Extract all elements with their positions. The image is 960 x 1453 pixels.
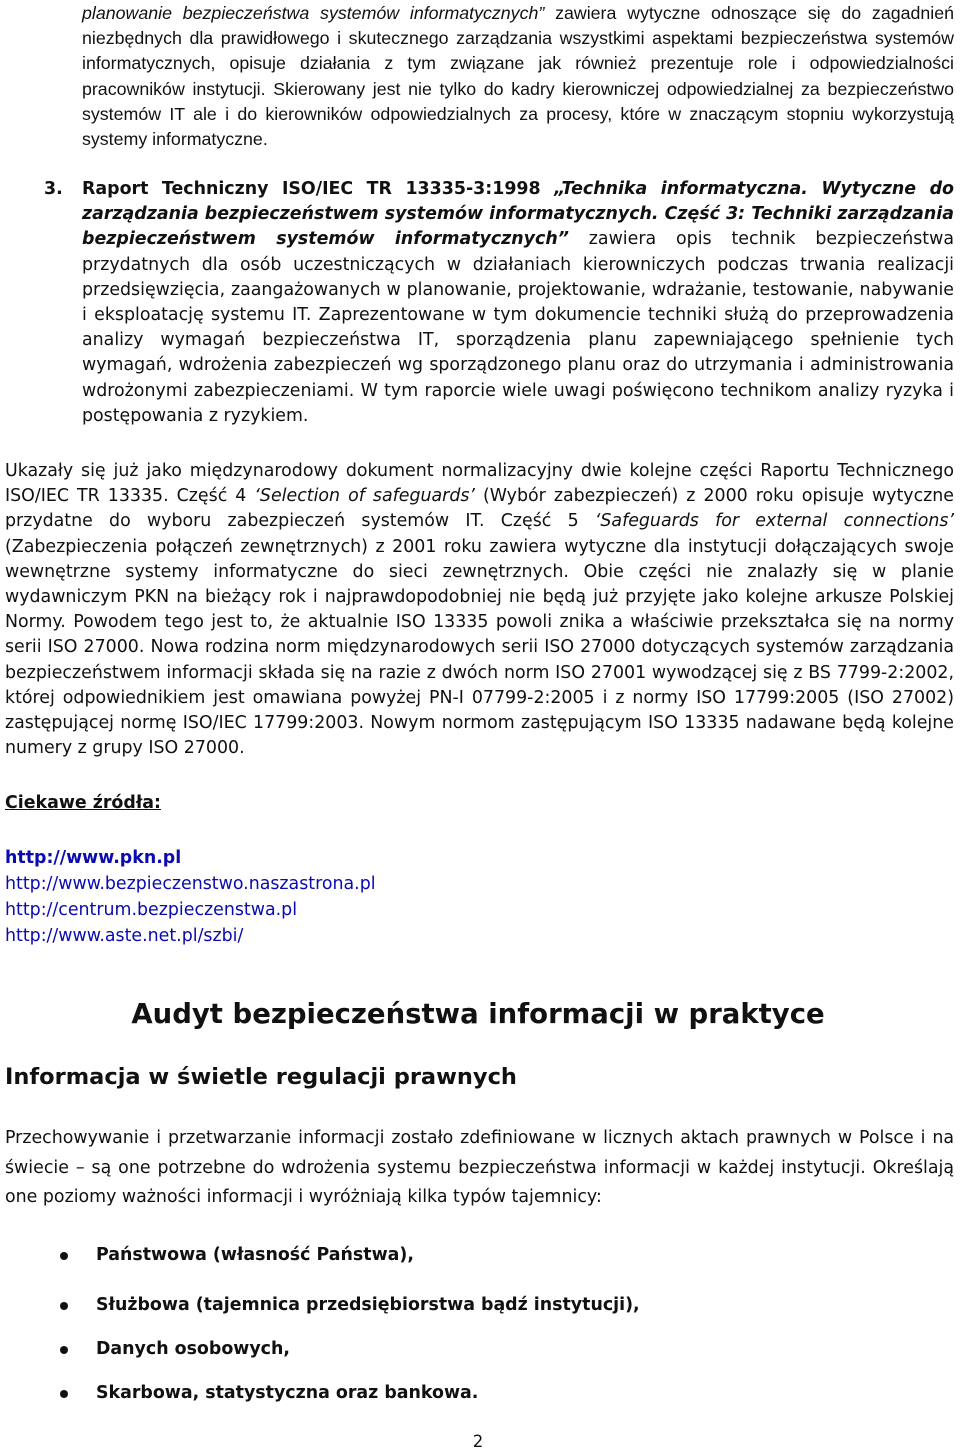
item2-body: zawiera wytyczne odnoszące się do zagadnień niezbędnych dla prawidłowego i skutecznego zarządzania wszystkimi aspektami bezpieczeństwa systemów informatycznych, opisuje działania z tym związane jak również prezentuje role i odpowiedzialności pracowników instytucji.	[82, 3, 954, 99]
sources-heading: Ciekawe źródła:	[5, 793, 161, 813]
bullet-icon	[60, 1302, 68, 1310]
paragraph-intro: Przechowywanie i przetwarzanie informacji zostało zdefiniowane w licznych aktach prawnych w Polsce i na świecie – są one potrzebne do wdrożenia systemu bezpieczeństwa informacji w każdej instytucji. Określają one poziomy ważności informacji i wyróżniają kilka typów tajemnicy:	[5, 1128, 954, 1207]
sources-links	[5, 845, 376, 949]
item3-title: Raport Techniczny ISO/IEC TR 13335-3:1998	[82, 179, 555, 199]
section-title: Audyt bezpieczeństwa informacji w praktyce	[131, 998, 825, 1030]
para-italic-2: ‘Safeguards for external connections’	[594, 511, 954, 532]
item3-text	[82, 177, 954, 429]
link-centrum-bezpieczenstwa[interactable]: http://centrum.bezpieczenstwa.pl	[5, 900, 298, 920]
bullet-icon	[60, 1390, 68, 1398]
item3-body: zawiera opis technik bezpieczeństwa przydatnych dla osób uczestniczących w działaniach kierowniczych podczas trwania realizacji przedsięwzięcia, zaangażowanych w planowanie, projektowanie, wdrażanie, testowanie, nabywanie i eksploatację systemu IT. Zaprezentowane w tym dokumencie techniki służą do przeprowadzenia analizy wymagań bezpieczeństwa IT, sporządzenia planu zapewniającego spełnienie tych wymagań, wdrożenia zabezpieczeń wg sporządzonego planu oraz do utrzymania i administrowania wdrożonymi zabezpieczeniami. W tym raporcie wiele uwagi poświęcono technikom analizy ryzyka i postępowania z ryzykiem.	[82, 229, 954, 426]
link-pkn[interactable]: http://www.pkn.pl	[5, 848, 182, 868]
list-item	[0, 1335, 640, 1364]
list-item-label: Skarbowa, statystyczna oraz bankowa.	[96, 1383, 479, 1403]
item3-title-italic: „Technika informatyczna. Wytyczne do zarządzania bezpieczeństwem systemów informatycznych. Część 3: Techniki zarządzania bezpieczeństwem systemów informatycznych”	[82, 179, 954, 250]
item2-body2: Skierowany jest nie tylko do kadry kierowniczej odpowiedzialnej za bezpieczeństwo systemów IT ale i do kierowników odpowiedzialnych za procesy, które w znaczącym stopniu wykorzystują systemy informatyczne.	[82, 78, 954, 150]
para-part-3: (Zabezpieczenia połączeń zewnętrznych) z 2001 roku zawiera wytyczne dla instytucji dołączających swoje wewnętrzne systemy informatyczne do sieci zewnętrznych. Obie części nie znalazły się w planie wydawniczym PKN na bieżący rok i najprawdopodobniej nie będą już przyjęte jako kolejne arkusze Polskiej Normy. Powodem tego jest to, że aktualnie ISO 13335 powoli znika a właściwie przekształca się na normy serii ISO 27000. Nowa rodzina norm międzynarodowych serii ISO 27000 dotyczących systemów zarządzania bezpieczeństwem informacji składa się na razie z dwóch norm ISO 27001 wywodzącej się z BS 7799-2:2002, której odpowiednikiem jest omawiana powyżej PN-I 07799-2:2005 i z normy ISO 17799:2005 (ISO 27002) zastępującej normę ISO/IEC 17799:2003. Nowym normom zastępującym ISO 13335 nadawane będą kolejne numery z grupy ISO 27000.	[5, 536, 954, 759]
list-item	[0, 1291, 640, 1320]
link-aste-szbi[interactable]: http://www.aste.net.pl/szbi/	[5, 926, 244, 946]
secret-types-list	[0, 1241, 640, 1408]
bullet-icon	[60, 1252, 68, 1260]
list-item	[0, 1241, 640, 1270]
paragraph-iso-parts	[5, 459, 954, 761]
para-part-2: (Wybór zabezpieczeń) z 2000 roku opisuje wytyczne przydatne do wyboru zabezpieczeń systemów IT. Część 5	[5, 486, 954, 532]
para-italic-1: ‘Selection of safeguards’	[254, 486, 475, 507]
list-item-label: Danych osobowych,	[96, 1339, 290, 1359]
page-number: 2	[472, 1432, 484, 1451]
bullet-icon	[60, 1346, 68, 1354]
item3-number: 3.	[44, 179, 63, 199]
para-part-1: Ukazały się już jako międzynarodowy dokument normalizacyjny dwie kolejne części Raportu Technicznego ISO/IEC TR 13335. Część 4	[5, 461, 954, 507]
list-item-2-text	[82, 1, 954, 152]
item2-title: planowanie bezpieczeństwa systemów informatycznych”	[82, 3, 545, 23]
list-item-3	[44, 177, 954, 429]
list-item-label: Państwowa (własność Państwa),	[96, 1245, 414, 1265]
list-item	[0, 1379, 640, 1408]
list-item-label: Służbowa (tajemnica przedsiębiorstwa bądź instytucji),	[96, 1295, 640, 1315]
link-bezpieczenstwo-naszastrona[interactable]: http://www.bezpieczenstwo.naszastrona.pl	[5, 874, 376, 894]
subsection-title: Informacja w świetle regulacji prawnych	[5, 1064, 517, 1090]
